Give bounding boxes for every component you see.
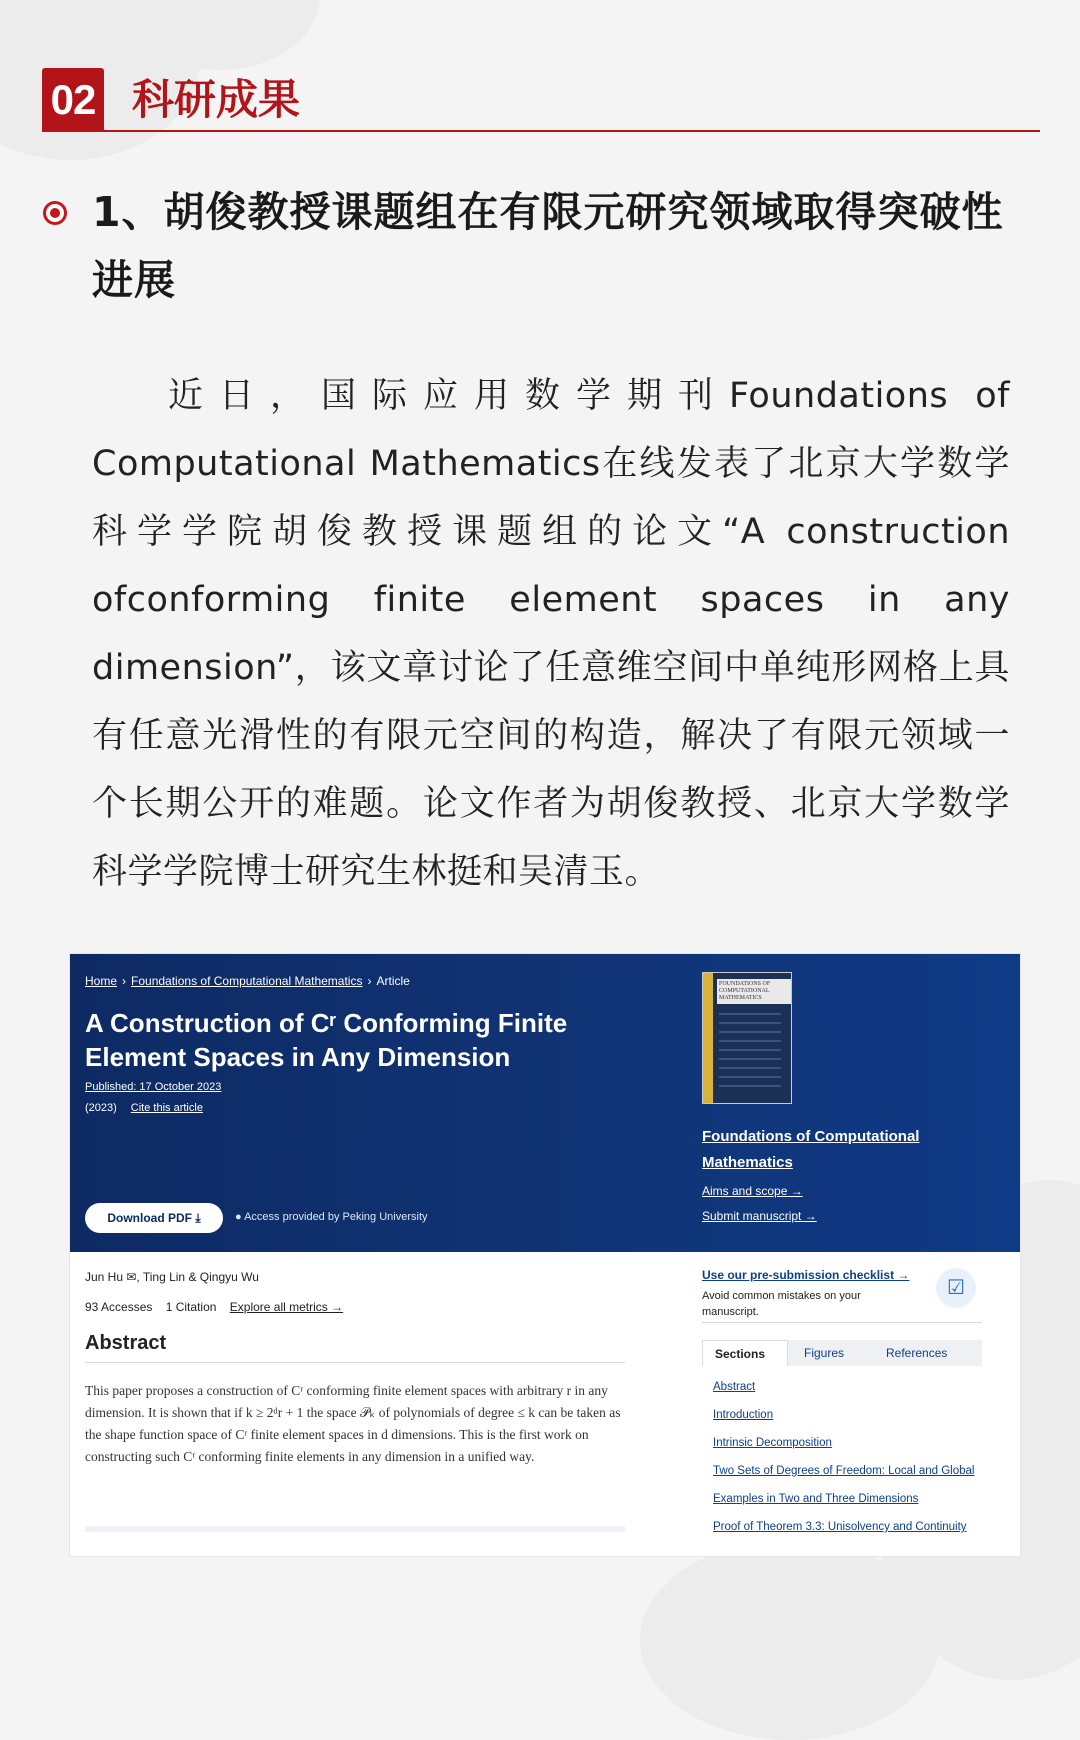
sidebar-tabs	[702, 1340, 982, 1366]
tab-figures[interactable]: Figures	[804, 1346, 845, 1360]
section-number-badge: 02	[42, 68, 104, 132]
submit-manuscript-link[interactable]: Submit manuscript →	[702, 1209, 817, 1223]
cover-band	[703, 973, 713, 1103]
section-link-proof-theorem[interactable]: Proof of Theorem 3.3: Unisolvency and Continuity	[713, 1521, 967, 1533]
checklist-description: Avoid common mistakes on your manuscript.	[702, 1290, 861, 1318]
article-title: A Construction of Cʳ Conforming Finite Element Spaces in Any Dimension	[85, 1008, 568, 1072]
citation-count: 1 Citation	[165, 1300, 217, 1314]
accesses-count: 93 Accesses	[85, 1300, 153, 1314]
scroll-fade-bar	[85, 1526, 625, 1532]
abstract-text: This paper proposes a construction of Cʳ conforming finite element spaces with arbitrary r in any dimension. It is shown that if k ≥ 2ᵈr + 1 the space 𝒫ₖ of polynomials of degree ≤ k can be taken as the shape function space of Cʳ finite element spaces in d dimensions. This is the first work on constructing such Cʳ conforming finite elements in any dimension in a unified way.	[85, 1383, 621, 1464]
cite-article-link[interactable]: Cite this article	[130, 1102, 203, 1114]
access-provider-text: ● Access provided by Peking University	[235, 1211, 428, 1223]
abstract-divider	[85, 1362, 625, 1363]
cover-pattern	[719, 1013, 781, 1093]
breadcrumb-current: Article	[376, 974, 410, 988]
article-metrics	[85, 1300, 343, 1314]
article-year	[85, 1102, 203, 1114]
section-link-examples[interactable]: Examples in Two and Three Dimensions	[713, 1493, 919, 1505]
journal-name-link[interactable]: Foundations of Computational Mathematics	[702, 1128, 920, 1171]
section-link-degrees-of-freedom[interactable]: Two Sets of Degrees of Freedom: Local and Global	[713, 1465, 975, 1477]
cover-title: FOUNDATIONS OF COMPUTATIONAL MATHEMATICS	[717, 979, 791, 1004]
section-link-introduction[interactable]: Introduction	[713, 1409, 774, 1421]
year-text: (2023)	[85, 1102, 117, 1114]
download-pdf-button[interactable]: Download PDF ⤓	[85, 1203, 223, 1233]
article-heading: 1、胡俊教授课题组在有限元研究领域取得突破性进展	[92, 188, 1004, 304]
checklist-link[interactable]: Use our pre-submission checklist →	[702, 1268, 910, 1282]
tab-references[interactable]: References	[886, 1346, 948, 1360]
article-banner	[70, 954, 1020, 1252]
section-link-abstract[interactable]: Abstract	[713, 1381, 756, 1393]
header-divider	[42, 130, 1040, 132]
bullet-icon	[43, 201, 67, 225]
chevron-right-icon: ›	[122, 974, 127, 988]
clipboard-check-icon: ☑	[936, 1268, 976, 1308]
journal-page-screenshot	[70, 954, 1020, 1556]
breadcrumb-home-link[interactable]: Home	[85, 974, 118, 988]
tab-sections[interactable]: Sections	[702, 1340, 788, 1366]
journal-cover-image[interactable]	[702, 972, 792, 1104]
published-date: Published: 17 October 2023	[85, 1081, 222, 1093]
abstract-heading: Abstract	[85, 1332, 167, 1354]
cloud-decoration	[640, 1540, 940, 1740]
section-link-intrinsic-decomposition[interactable]: Intrinsic Decomposition	[713, 1437, 832, 1449]
section-header-title: 科研成果	[132, 75, 301, 124]
aims-scope-link[interactable]: Aims and scope →	[702, 1184, 803, 1198]
breadcrumb-journal-link[interactable]: Foundations of Computational Mathematics	[131, 974, 363, 988]
chevron-right-icon: ›	[367, 974, 372, 988]
sidebar-divider	[702, 1322, 982, 1323]
explore-metrics-link[interactable]: Explore all metrics →	[229, 1300, 344, 1314]
breadcrumb	[85, 974, 410, 988]
article-paragraph: 近日，国际应用数学期刊Foundations of Computational Mathematics在线发表了北京大学数学科学学院胡俊教授课题组的论文“A construction ofconforming finite element spaces in any dimension”，该文章讨论了任意维空间中单纯形网格上具有任意光滑性的有限元空间的构造，解决了有限元领域一个长期公开的难题。论文作者为胡俊教授、北京大学数学科学学院博士研究生林挺和吴清玉。	[92, 376, 1010, 892]
author-list[interactable]: Jun Hu ✉, Ting Lin & Qingyu Wu	[85, 1270, 259, 1284]
